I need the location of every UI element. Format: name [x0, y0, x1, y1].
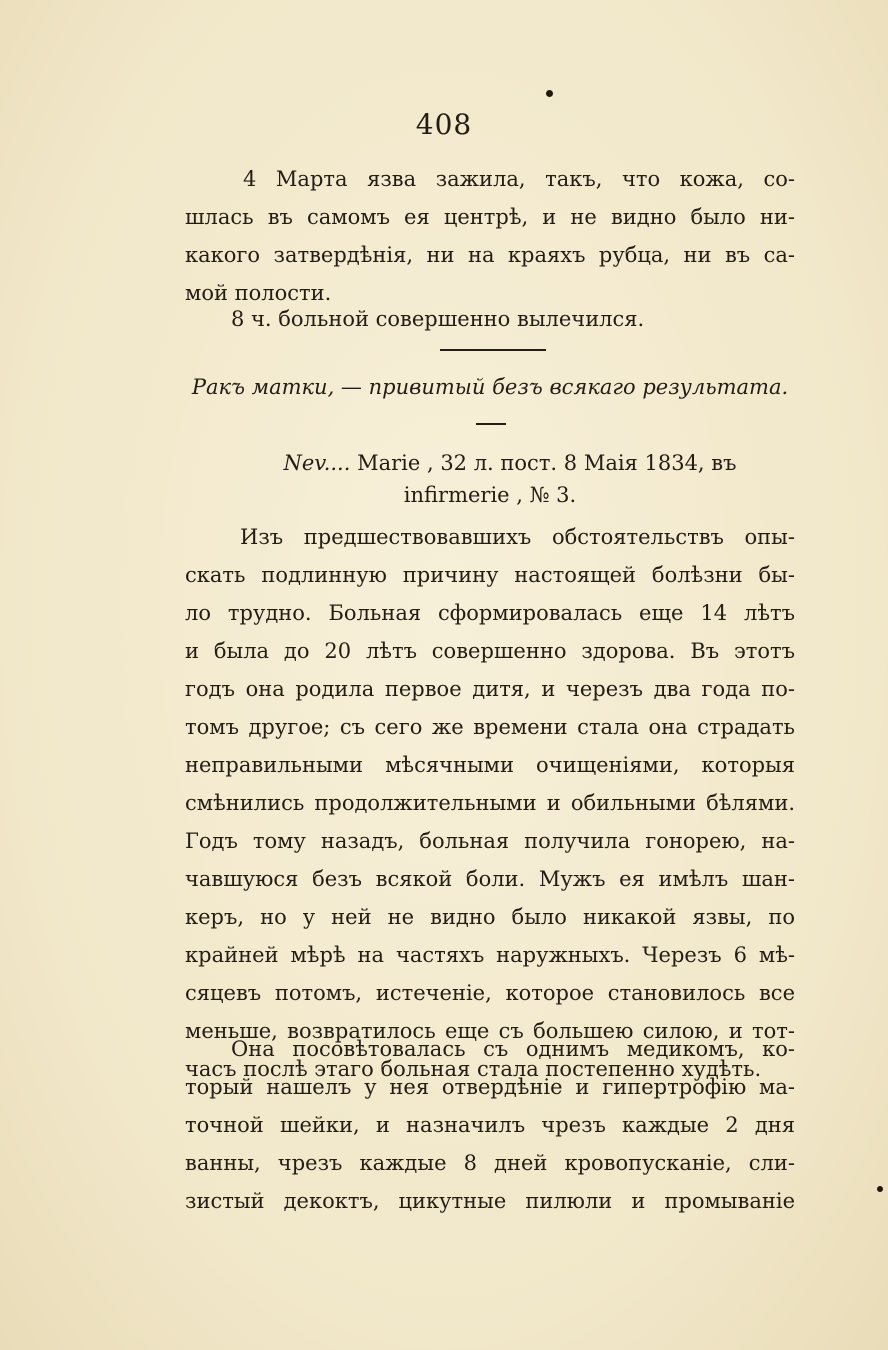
- text-line: ло трудно. Больная сформировалась еще 14 лѣтъ: [185, 601, 795, 625]
- text-line: крайней мѣрѣ на частяхъ наружныхъ. Черезъ 6 мѣ-: [185, 943, 795, 967]
- paragraph-2: [185, 300, 795, 338]
- text-line: смѣнились продолжительными и обильными бѣлями.: [185, 791, 795, 815]
- patient-line-1: [185, 446, 795, 480]
- text-line: шлась въ самомъ ея центрѣ, и не видно было ни-: [185, 205, 795, 229]
- paragraph-4: [185, 1030, 795, 1220]
- text-line: и была до 20 лѣтъ совершенно здорова. Въ этотъ: [185, 639, 795, 663]
- text-line: торый нашелъ у нея отвердѣніе и гипертрофію ма-: [185, 1075, 795, 1099]
- text-line: 8 ч. больной совершенно вылечился.: [231, 307, 645, 331]
- text-line: Изъ предшествовавшихъ обстоятельствъ опы-: [240, 525, 795, 549]
- text-line: томъ другое; съ сего же времени стала она страдать: [185, 715, 795, 739]
- paragraph-1: [185, 160, 795, 312]
- text-line: точной шейки, и назначилъ чрезъ каждые 2 дня: [185, 1113, 795, 1137]
- text-line: меньше, возвратилось еще съ большею силою, и тот-: [185, 1019, 795, 1043]
- text-line: мой полости.: [185, 281, 332, 305]
- text-line: 4 Марта язва зажила, такъ, что кожа, со-: [243, 167, 795, 191]
- ink-dot: [877, 1186, 883, 1192]
- text-line: какого затвердѣнія, ни на краяхъ рубца, ни въ са-: [185, 243, 795, 267]
- text-line: годъ она родила первое дитя, и черезъ два года по-: [185, 677, 795, 701]
- paragraph-3: [185, 518, 795, 1088]
- text-line: зистый декоктъ, цикутные пилюли и промываніе: [185, 1189, 795, 1213]
- text-line: чавшуюся безъ всякой боли. Мужъ ея имѣлъ шан-: [185, 867, 795, 891]
- patient-details: Marie , 32 л. пост. 8 Маія 1834, въ: [357, 451, 737, 475]
- text-line: часъ послѣ этаго больная стала постепенно худѣть.: [185, 1057, 762, 1081]
- text-line: керъ, но у ней не видно было никакой язвы, по: [185, 905, 795, 929]
- page-number: 408: [415, 108, 473, 141]
- heading-rule: [476, 423, 506, 425]
- patient-line-2: infirmerie , № 3.: [403, 483, 577, 507]
- section-rule: [440, 349, 546, 351]
- ink-dot: [546, 90, 553, 97]
- patient-name: Nev....: [283, 451, 351, 475]
- text-line: неправильными мѣсячными очищеніями, которыя: [185, 753, 795, 777]
- section-heading: Ракъ матки, — привитый безъ всякаго результата.: [191, 375, 789, 399]
- text-line: Годъ тому назадъ, больная получила гонорею, на-: [185, 829, 795, 853]
- text-line: ванны, чрезъ каждые 8 дней кровопусканіе, сли-: [185, 1151, 795, 1175]
- text-line: скать подлинную причину настоящей болѣзни бы-: [185, 563, 795, 587]
- text-line: Она посовѣтовалась съ однимъ медикомъ, ко-: [231, 1037, 795, 1061]
- text-line: сяцевъ потомъ, истеченіе, которое становилось все: [185, 981, 795, 1005]
